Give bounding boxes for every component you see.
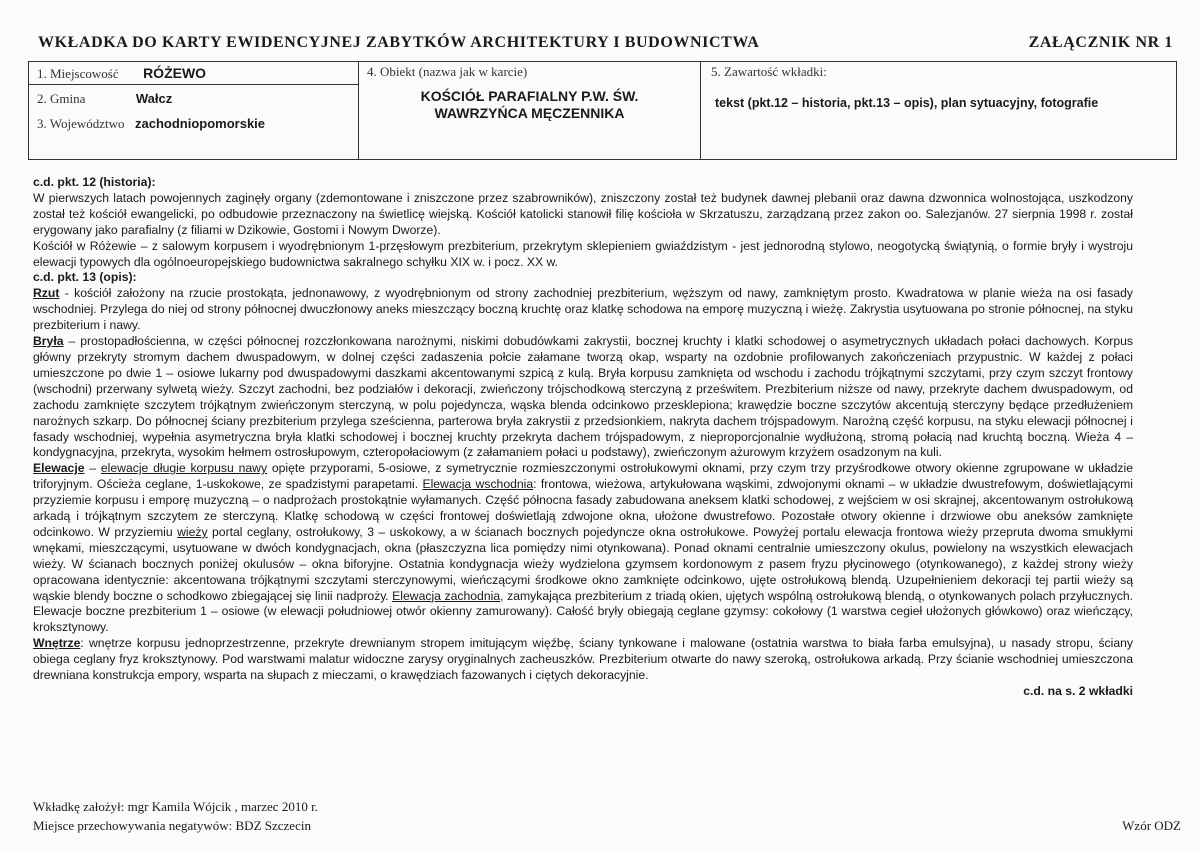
location-column xyxy=(29,62,359,159)
history-paragraph-2: Kościół w Różewie – z salowym korpusem i wyodrębnionym 1-przęsłowym prezbiterium, przekrytym sklepieniem gwiaździstym - jest jednorodną stylowo, neogotycką świątynią, o formie bryły i wystroju elewacji typowych dla ogólnoeuropejskiego budownictwa sakralnego schyłku XIX w. i pocz. XX w. xyxy=(33,238,1133,269)
elewacje-underline-3: wieży xyxy=(177,524,208,539)
history-heading: c.d. pkt. 12 (historia): xyxy=(33,175,156,189)
elewacje-underline-2: Elewacja wschodnia xyxy=(422,477,534,492)
obiekt-value xyxy=(359,88,700,122)
history-paragraph-1: W pierwszych latach powojennych zaginęły organy (zdemontowane i zniszczone przez szabrowników), zniszczony został też budynek dawnej plebanii oraz dawna dzwonnica wolnostojąca, uszkodzony został też kościół ewangelicki, po odbudowie przeznaczony na świetlicę wiejską. Kościół katolicki stanowił filię kościoła w Skrzatuszu, zarządzaną przez zakon oo. Salezjanów. 27 sierpnia 1998 r. został erygowany jako parafialny (z filiami w Dzikowie, Gostomi i Nowym Dworze). xyxy=(33,190,1133,237)
author-line: Wkładkę założył: mgr Kamila Wójcik , marzec 2010 r. xyxy=(33,799,318,814)
model-label: Wzór ODZ xyxy=(1122,818,1181,833)
rzut-text: - kościół założony na rzucie prostokąta, jednonawowy, z wyodrębnionym od strony zachodniej prezbiterium, węższym od nawy, zamkniętym prosto. Kwadratowa w planie wieża na osi fasady wschodniej. Przylega do niej od strony północnej dwuczłonowy aneks mieszczący boczną kruchtę oraz klatkę schodowa na emporę muzyczną i wieżę. Zakrystia usytuowana po stronie północnej, na styku prezbiterium i nawy. xyxy=(33,286,1133,333)
wnetrze-text: : wnętrze korpusu jednoprzestrzenne, przekryte drewnianym stropem imitującym więźbę, ściany tynkowane i malowane (ostatnia warstwa to biała farba emulsyjna), u nasady stropu, ściany obiega ceglany fryz kroksztynowy. Pod warstwami malatur widoczne zarysy oryginalnych zacheuszków. Prezbiterium otwarte do nawy szeroką, ostrołukowa arkadą. Przy ścianie wschodniej umieszczona drewniana konstrukcja empory, wsparta na słupach z mieczami, o krawędziach fazowanych i ciętych dekoracyjnie. xyxy=(33,636,1133,683)
zawartosc-value: tekst (pkt.12 – historia, pkt.13 – opis), plan sytuacyjny, fotografie xyxy=(715,96,1099,110)
wnetrze-term: Wnętrze xyxy=(33,636,81,651)
obiekt-value-line1: KOŚCIÓŁ PARAFIALNY P.W. ŚW. xyxy=(420,88,639,104)
object-column xyxy=(359,62,701,159)
elewacje-text-1: opięte przyporami, 5-osiowe, z symetrycznie rozmieszczonymi ostrołukowymi oknami, przy czym trzy przyśrodkowe otwory okienne zgrupowane w układzie triforyjnym. Ościeża ceglane, 1-uskokowe, ze spadzistymi parapetami. xyxy=(33,461,1133,492)
obiekt-label: 4. Obiekt (nazwa jak w karcie) xyxy=(367,64,528,79)
body-text xyxy=(33,175,1133,700)
obiekt-value-line2: WAWRZYŃCA MĘCZENNIKA xyxy=(434,105,625,121)
bryla-paragraph xyxy=(33,334,1133,461)
document-title: WKŁADKA DO KARTY EWIDENCYJNEJ ZABYTKÓW ARCHITEKTURY I BUDOWNICTWA xyxy=(38,34,760,51)
wnetrze-paragraph xyxy=(33,636,1133,684)
elewacje-text-3: portal ceglany, ostrołukowy, 3 – uskokowy, a w ścianach bocznych pojedyncze okna ostrołukowe. Powyżej portalu elewacja frontowa wieży przeprutа dwoma smukłymi wnękami, mieszczącymi, usytuowane w dwóch kondygnacjach, okna (płaszczyzna lica pomiędzy nimi otynkowana). Ponad oknami centralnie umieszczony okulus, powielony na wszystkich elewacjach wieży. W ścianach bocznych poniżej okulusów – okna biforyjne. Ostatnia kondygnacja wieży wydzielona gzymsem kordonowym z pasem fryzu płycinowego (otynkowanego), z każdej strony wieży opracowana identycznie: akcentowana trójkątnymi szczytami sterczynowymi, wieńczącymi środkowe okno zamknięte odcinkowo, ujęte ostrołukową blendą. Uzupełnieniem dekoracji tej partii wieży są wąskie blendy boczne o schodkowo zbiegającej się linii nadprożу. xyxy=(33,524,1133,603)
rzut-paragraph xyxy=(33,286,1133,334)
gmina-label: 2. Gmina xyxy=(37,91,86,106)
miejscowosc-value: RÓŻEWO xyxy=(143,65,207,81)
description-heading: c.d. pkt. 13 (opis): xyxy=(33,270,137,285)
footer xyxy=(33,797,318,835)
zawartosc-label: 5. Zawartość wkładki: xyxy=(711,64,827,79)
elewacje-paragraph xyxy=(33,461,1133,636)
gmina-value: Wałcz xyxy=(135,91,173,106)
elewacje-underline-4: Elewacja zachodnia xyxy=(392,588,501,603)
contents-column xyxy=(701,62,1176,159)
elewacje-pre: – xyxy=(84,461,101,476)
miejscowosc-row xyxy=(37,65,206,83)
info-table xyxy=(28,61,1177,160)
elewacje-underline-1: elewacje długie korpusu nawy xyxy=(100,461,268,476)
wojewodztwo-row xyxy=(37,115,265,133)
elewacje-term: Elewacje xyxy=(33,461,85,476)
elewacje-text-2: : frontowa, wieżowa, artykułowana wąskimi, zdwojonymi oknami – w układzie dwustrefowym, doświetlającymi przyziemie korpusu i emporę muzyczną – o nadprożach prostokątnie wyłamanych. Część północna fasady zabudowana aneksem klatki schodowej, z wejściem w osi skrajnej, akcentowanym ostrołukową arkadą i trójkątnym szczytem ze sterczyną. Klatkę schodową w części frontowej doświetlają zdwojone okna, ułożone dwustrefowo. Pozostałe otwory okienne i drzwiowe obu aneksów zamknięte odcinkowo. W przyziemiu xyxy=(33,477,1133,539)
wojewodztwo-label: 3. Województwo xyxy=(37,116,125,131)
continuation-note: c.d. na s. 2 wkładki xyxy=(1023,684,1133,698)
wojewodztwo-value: zachodniopomorskie xyxy=(135,116,266,131)
elewacje-text-4: , zamykająca prezbiterium z triadą okien, ujętych wspólną ostrołukową blendą, o otynkowanych polach przyłucznych. Elewacje boczne prezbiterium 1 – osiowe (w elewacji południowej otwór okienny zamurowany). Całość bryły obiegają ceglane gzymsy: cokołowy (1 warstwa cegieł ułożonych główkowo) oraz wieńczący, kroksztynowy. xyxy=(33,588,1133,635)
bryla-term: Bryła xyxy=(33,334,64,349)
negatives-line: Miejsce przechowywania negatywów: BDZ Szczecin xyxy=(33,818,311,833)
miejscowosc-label: 1. Miejscowość xyxy=(37,66,119,81)
annex-label: ZAŁĄCZNIK NR 1 xyxy=(1028,34,1173,51)
bryla-text: – prostopadłościenna, w części północnej rozczłonkowana narożnymi, niskimi dobudówkami zakrystii, bocznej kruchty i klatki schodowej o asymetrycznych układach połaci dachowych. Korpus główny przekryty stromym dachem dwuspadowym, w dolnej części zadaszenia połcie załamane tworzą okap, wsparty na ozdobnie profilowanych zakończeniach przypustnic. W każdej z połaci umieszczone po dwie 1 – osiowe lukarny pod dwuspadowymi daszkami akcentowanymi szpicą z kulą. Bryła korpusu zamknięta od wschodu i zachodu trójkątnymi szczytami, przy czym szczyt frontowy (wschodni) przerwany sylwetą wieży. Szczyt zachodni, bez podziałów i dekoracji, zwieńczony trójschodkową sterczyną z prześwitem. Prezbiterium niższe od nawy, przekryte dachem dwuspadowym, od zachodu zamknięte szczytem trójkątnym zwieńczonym sterczyną, w polu pojedyncza, wąska blenda odcinkowo przesklepiona; krawędzie boczne szczytów akcentują sterczyny będące przedłużeniem narożnych szkarp. Do północnej ściany prezbiterium przylega sześcienna, parterowa bryła zakrystii z przedsionkiem, nakryta dachem trójspadowym. Narożną część korpusu, na styku elewacji północnej i fasady wschodniej, wypełnia asymetryczna bryła klatki schodowej i bocznej kruchty przekryta dachem trójspadowym, z nieproporcjonalnie wydłużoną, stromą połacią nad kruchtą boczną. Wieża 4 – kondygnacyjna, przekryta, wysokim hełmem ostrosłupowym, czteropołaciowym (z załamaniem połaci u podstawy), zwieńczonym ażurowym krzyżem osadzonym na kuli. xyxy=(33,334,1133,460)
rzut-term: Rzut xyxy=(33,286,60,301)
divider xyxy=(29,84,358,85)
gmina-row xyxy=(37,90,172,108)
